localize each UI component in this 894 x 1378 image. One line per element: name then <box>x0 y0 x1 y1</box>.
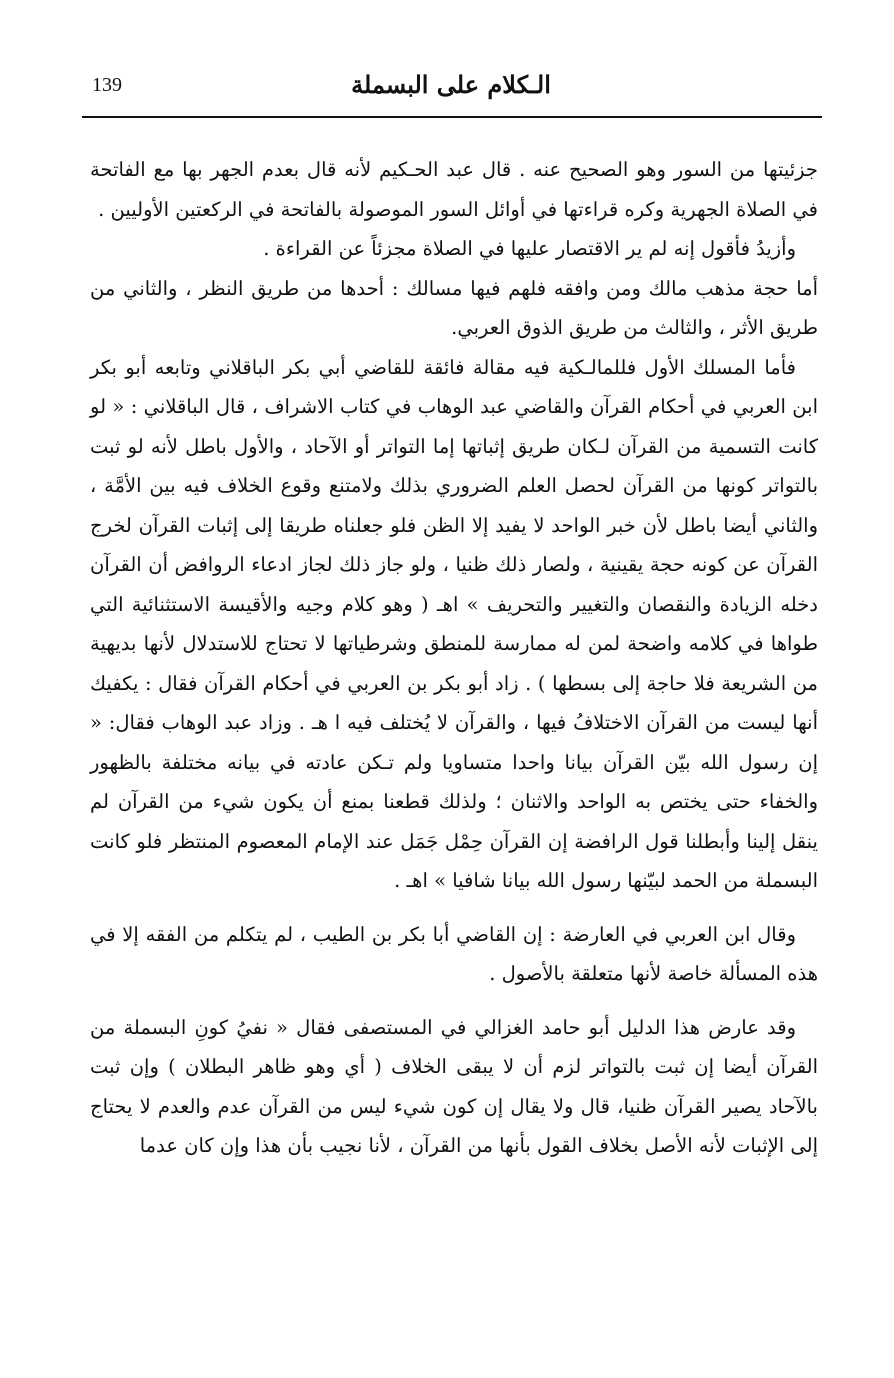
paragraph-3: أما حجة مذهب مالك ومن وافقه فلهم فيها مسالك : أحدها من طريق النظر ، والثاني من طريق الأثر ، والثالث من طريق الذوق العربي. <box>90 276 818 339</box>
page-number: 139 <box>92 74 122 96</box>
body-text <box>90 150 818 1166</box>
paragraph-6: وقد عارض هذا الدليل أبو حامد الغزالي في المستصفى فقال « نفيُ كونِ البسملة من القرآن أيضا إن ثبت بالتواتر لزم أن لا يبقى الخلاف ( أي وهو ظاهر البطلان ) وإن ثبت بالآحاد يصير القرآن ظنيا، قال ولا يقال إن كون شيء ليس من القرآن عدم والعدم لا يحتاج إلى الإثبات لأنه الأصل بخلاف القول بأنها من القرآن ، لأنا نجيب بأن هذا وإن كان عدما <box>90 1015 818 1157</box>
page-header <box>82 68 820 112</box>
header-rule <box>82 116 822 118</box>
paragraph-1: جزئيتها من السور وهو الصحيح عنه . قال عبد الحـكيم لأنه قال بعدم الجهر بها مع الفاتحة في الصلاة الجهرية وكره قراءتها في أوائل السور الموصولة بالفاتحة في الركعتين الأوليين . <box>90 158 818 221</box>
running-title: الـكلام على البسملة <box>351 70 551 99</box>
paragraph-2: وأزيدُ فأقول إنه لم ير الاقتصار عليها في الصلاة مجزئاً عن القراءة . <box>263 237 796 260</box>
paragraph-5: وقال ابن العربي في العارضة : إن القاضي أبا بكر بن الطيب ، لم يتكلم من الفقه إلا في هذه المسألة خاصة لأنها متعلقة بالأصول . <box>90 922 818 985</box>
paragraph-4: فأما المسلك الأول فللمالـكية فيه مقالة فائقة للقاضي أبي بكر الباقلاني وتابعه أبو بكر ابن العربي في أحكام القرآن والقاضي عبد الوهاب في كتاب الاشراف ، قال الباقلاني : « لو كانت التسمية من القرآن لـكان طريق إثباتها إما التواتر أو الآحاد ، والأول باطل لأنه لو ثبت بالتواتر كونها من القرآن لحصل العلم الضروري بذلك ولامتنع وقوع الخلاف فيه بين الأمَّة ، والثاني أيضا باطل لأن خبر الواحد لا يفيد إلا الظن فلو جعلناه طريقا إلى إثبات القرآن لخرج القرآن عن كونه حجة يقينية ، ولصار ذلك ظنيا ، ولو جاز ذلك لجاز ادعاء الروافض أن القرآن دخله الزيادة والنقصان والتغيير والتحريف » اهـ ( وهو كلام وجيه والأقيسة الاستثنائية التي طواها في كلامه واضحة لمن له ممارسة للمنطق وشرطياتها لا تحتاج للاستدلال لأنها بديهية من الشريعة فلا حاجة إلى بسطها ) . زاد أبو بكر بن العربي في أحكام القرآن فقال : يكفيك أنها ليست من القرآن الاختلافُ فيها ، والقرآن لا يُختلف فيه ا هـ . وزاد عبد الوهاب فقال: « إن رسول الله بيّن القرآن بيانا واحدا متساويا ولم تـكن عادته في بيانه مختلفة بالظهور والخفاء حتى يختص به الواحد والاثنان ؛ ولذلك قطعنا بمنع أن يكون شيء من القرآن لم ينقل إلينا وأبطلنا قول الرافضة إن القرآن حِمْل جَمَل عند الإمام المعصوم المنتظر فلو كانت البسملة من الحمد لبيّنها رسول الله بيانا شافيا » اهـ . <box>90 355 818 892</box>
